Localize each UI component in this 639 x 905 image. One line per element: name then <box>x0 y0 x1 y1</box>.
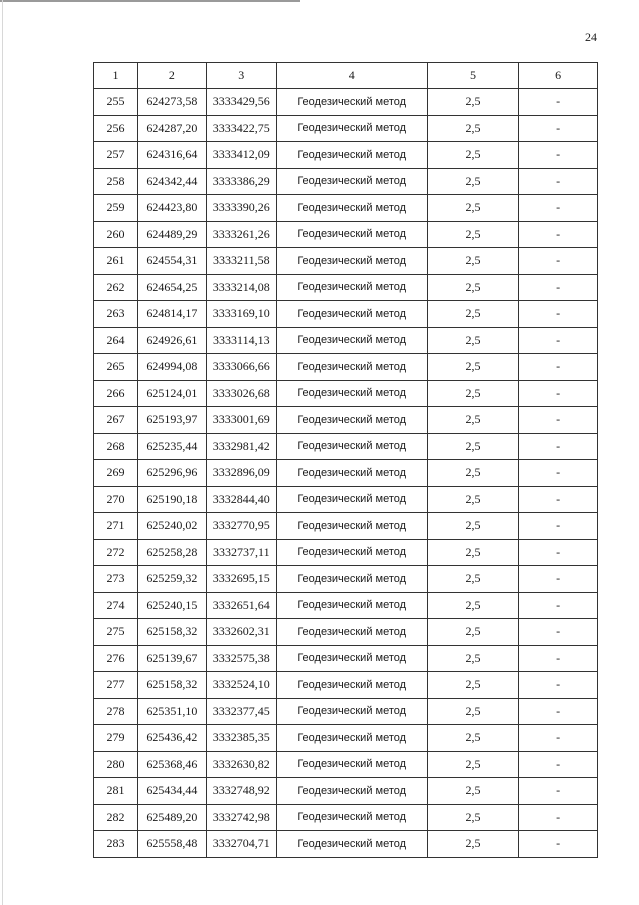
accuracy-cell: 2,5 <box>427 831 519 858</box>
y-coordinate-cell: 3333422,75 <box>206 115 276 142</box>
method-cell: Геодезический метод <box>276 274 427 301</box>
x-coordinate-cell: 624423,80 <box>137 195 206 222</box>
table-row <box>94 433 598 460</box>
method-cell: Геодезический метод <box>276 831 427 858</box>
table-row <box>94 115 598 142</box>
x-coordinate-cell: 624654,25 <box>137 274 206 301</box>
method-cell: Геодезический метод <box>276 89 427 116</box>
note-cell: - <box>519 460 598 487</box>
x-coordinate-cell: 625434,44 <box>137 778 206 805</box>
note-cell: - <box>519 115 598 142</box>
note-cell: - <box>519 698 598 725</box>
point-number-cell: 275 <box>94 619 138 646</box>
point-number-cell: 265 <box>94 354 138 381</box>
table-row <box>94 539 598 566</box>
header-cell: 6 <box>519 63 598 89</box>
accuracy-cell: 2,5 <box>427 672 519 699</box>
x-coordinate-cell: 624342,44 <box>137 168 206 195</box>
point-number-cell: 255 <box>94 89 138 116</box>
note-cell: - <box>519 195 598 222</box>
accuracy-cell: 2,5 <box>427 168 519 195</box>
x-coordinate-cell: 624994,08 <box>137 354 206 381</box>
x-coordinate-cell: 625240,15 <box>137 592 206 619</box>
y-coordinate-cell: 3333211,58 <box>206 248 276 275</box>
accuracy-cell: 2,5 <box>427 698 519 725</box>
note-cell: - <box>519 354 598 381</box>
y-coordinate-cell: 3332385,35 <box>206 725 276 752</box>
note-cell: - <box>519 725 598 752</box>
point-number-cell: 272 <box>94 539 138 566</box>
table-row <box>94 619 598 646</box>
page-number: 24 <box>585 30 597 44</box>
note-cell: - <box>519 778 598 805</box>
y-coordinate-cell: 3332524,10 <box>206 672 276 699</box>
y-coordinate-cell: 3332651,64 <box>206 592 276 619</box>
table-row <box>94 354 598 381</box>
method-cell: Геодезический метод <box>276 698 427 725</box>
header-cell: 4 <box>276 63 427 89</box>
accuracy-cell: 2,5 <box>427 460 519 487</box>
accuracy-cell: 2,5 <box>427 619 519 646</box>
method-cell: Геодезический метод <box>276 539 427 566</box>
x-coordinate-cell: 625193,97 <box>137 407 206 434</box>
point-number-cell: 274 <box>94 592 138 619</box>
y-coordinate-cell: 3332575,38 <box>206 645 276 672</box>
accuracy-cell: 2,5 <box>427 566 519 593</box>
table-row <box>94 168 598 195</box>
note-cell: - <box>519 89 598 116</box>
note-cell: - <box>519 407 598 434</box>
accuracy-cell: 2,5 <box>427 115 519 142</box>
table-row <box>94 248 598 275</box>
accuracy-cell: 2,5 <box>427 539 519 566</box>
table-row <box>94 513 598 540</box>
point-number-cell: 283 <box>94 831 138 858</box>
y-coordinate-cell: 3332742,98 <box>206 804 276 831</box>
note-cell: - <box>519 142 598 169</box>
y-coordinate-cell: 3333026,68 <box>206 380 276 407</box>
accuracy-cell: 2,5 <box>427 778 519 805</box>
table-row <box>94 672 598 699</box>
method-cell: Геодезический метод <box>276 195 427 222</box>
note-cell: - <box>519 672 598 699</box>
table-row <box>94 274 598 301</box>
accuracy-cell: 2,5 <box>427 407 519 434</box>
table-row <box>94 221 598 248</box>
point-number-cell: 264 <box>94 327 138 354</box>
method-cell: Геодезический метод <box>276 433 427 460</box>
point-number-cell: 260 <box>94 221 138 248</box>
header-cell: 2 <box>137 63 206 89</box>
x-coordinate-cell: 625158,32 <box>137 619 206 646</box>
accuracy-cell: 2,5 <box>427 592 519 619</box>
y-coordinate-cell: 3333169,10 <box>206 301 276 328</box>
table-header-row <box>94 63 598 89</box>
point-number-cell: 282 <box>94 804 138 831</box>
x-coordinate-cell: 625158,32 <box>137 672 206 699</box>
table-row <box>94 142 598 169</box>
x-coordinate-cell: 624926,61 <box>137 327 206 354</box>
table-row <box>94 566 598 593</box>
x-coordinate-cell: 625190,18 <box>137 486 206 513</box>
x-coordinate-cell: 625489,20 <box>137 804 206 831</box>
accuracy-cell: 2,5 <box>427 89 519 116</box>
table-row <box>94 195 598 222</box>
x-coordinate-cell: 624554,31 <box>137 248 206 275</box>
coordinates-table <box>93 62 598 858</box>
note-cell: - <box>519 274 598 301</box>
header-cell: 5 <box>427 63 519 89</box>
accuracy-cell: 2,5 <box>427 433 519 460</box>
table-row <box>94 698 598 725</box>
table-row <box>94 380 598 407</box>
note-cell: - <box>519 592 598 619</box>
point-number-cell: 280 <box>94 751 138 778</box>
y-coordinate-cell: 3332630,82 <box>206 751 276 778</box>
method-cell: Геодезический метод <box>276 513 427 540</box>
x-coordinate-cell: 625235,44 <box>137 433 206 460</box>
point-number-cell: 268 <box>94 433 138 460</box>
y-coordinate-cell: 3332981,42 <box>206 433 276 460</box>
y-coordinate-cell: 3332602,31 <box>206 619 276 646</box>
note-cell: - <box>519 619 598 646</box>
point-number-cell: 263 <box>94 301 138 328</box>
header-cell: 3 <box>206 63 276 89</box>
method-cell: Геодезический метод <box>276 115 427 142</box>
point-number-cell: 257 <box>94 142 138 169</box>
y-coordinate-cell: 3332704,71 <box>206 831 276 858</box>
y-coordinate-cell: 3332748,92 <box>206 778 276 805</box>
note-cell: - <box>519 221 598 248</box>
method-cell: Геодезический метод <box>276 380 427 407</box>
accuracy-cell: 2,5 <box>427 486 519 513</box>
method-cell: Геодезический метод <box>276 672 427 699</box>
accuracy-cell: 2,5 <box>427 380 519 407</box>
method-cell: Геодезический метод <box>276 645 427 672</box>
x-coordinate-cell: 625139,67 <box>137 645 206 672</box>
y-coordinate-cell: 3333066,66 <box>206 354 276 381</box>
accuracy-cell: 2,5 <box>427 301 519 328</box>
note-cell: - <box>519 751 598 778</box>
y-coordinate-cell: 3333001,69 <box>206 407 276 434</box>
x-coordinate-cell: 625351,10 <box>137 698 206 725</box>
y-coordinate-cell: 3332844,40 <box>206 486 276 513</box>
x-coordinate-cell: 624316,64 <box>137 142 206 169</box>
table-row <box>94 645 598 672</box>
method-cell: Геодезический метод <box>276 168 427 195</box>
method-cell: Геодезический метод <box>276 301 427 328</box>
header-cell: 1 <box>94 63 138 89</box>
note-cell: - <box>519 380 598 407</box>
note-cell: - <box>519 301 598 328</box>
y-coordinate-cell: 3332737,11 <box>206 539 276 566</box>
point-number-cell: 271 <box>94 513 138 540</box>
table-row <box>94 460 598 487</box>
note-cell: - <box>519 433 598 460</box>
x-coordinate-cell: 625240,02 <box>137 513 206 540</box>
note-cell: - <box>519 566 598 593</box>
y-coordinate-cell: 3333412,09 <box>206 142 276 169</box>
table-row <box>94 831 598 858</box>
method-cell: Геодезический метод <box>276 142 427 169</box>
point-number-cell: 270 <box>94 486 138 513</box>
accuracy-cell: 2,5 <box>427 221 519 248</box>
point-number-cell: 281 <box>94 778 138 805</box>
point-number-cell: 266 <box>94 380 138 407</box>
point-number-cell: 261 <box>94 248 138 275</box>
table-row <box>94 407 598 434</box>
accuracy-cell: 2,5 <box>427 513 519 540</box>
y-coordinate-cell: 3333214,08 <box>206 274 276 301</box>
accuracy-cell: 2,5 <box>427 195 519 222</box>
method-cell: Геодезический метод <box>276 407 427 434</box>
point-number-cell: 256 <box>94 115 138 142</box>
note-cell: - <box>519 248 598 275</box>
note-cell: - <box>519 513 598 540</box>
method-cell: Геодезический метод <box>276 327 427 354</box>
table-row <box>94 778 598 805</box>
x-coordinate-cell: 624273,58 <box>137 89 206 116</box>
note-cell: - <box>519 168 598 195</box>
y-coordinate-cell: 3333390,26 <box>206 195 276 222</box>
method-cell: Геодезический метод <box>276 751 427 778</box>
y-coordinate-cell: 3333114,13 <box>206 327 276 354</box>
note-cell: - <box>519 327 598 354</box>
method-cell: Геодезический метод <box>276 778 427 805</box>
accuracy-cell: 2,5 <box>427 327 519 354</box>
x-coordinate-cell: 625436,42 <box>137 725 206 752</box>
method-cell: Геодезический метод <box>276 486 427 513</box>
table-row <box>94 486 598 513</box>
method-cell: Геодезический метод <box>276 592 427 619</box>
accuracy-cell: 2,5 <box>427 804 519 831</box>
point-number-cell: 278 <box>94 698 138 725</box>
x-coordinate-cell: 625124,01 <box>137 380 206 407</box>
y-coordinate-cell: 3332695,15 <box>206 566 276 593</box>
method-cell: Геодезический метод <box>276 725 427 752</box>
x-coordinate-cell: 624489,29 <box>137 221 206 248</box>
table-row <box>94 592 598 619</box>
y-coordinate-cell: 3333386,29 <box>206 168 276 195</box>
method-cell: Геодезический метод <box>276 248 427 275</box>
note-cell: - <box>519 539 598 566</box>
table-row <box>94 327 598 354</box>
x-coordinate-cell: 624287,20 <box>137 115 206 142</box>
x-coordinate-cell: 625296,96 <box>137 460 206 487</box>
accuracy-cell: 2,5 <box>427 142 519 169</box>
table-body <box>94 89 598 858</box>
y-coordinate-cell: 3332377,45 <box>206 698 276 725</box>
table-row <box>94 804 598 831</box>
method-cell: Геодезический метод <box>276 460 427 487</box>
y-coordinate-cell: 3333429,56 <box>206 89 276 116</box>
accuracy-cell: 2,5 <box>427 751 519 778</box>
accuracy-cell: 2,5 <box>427 645 519 672</box>
point-number-cell: 262 <box>94 274 138 301</box>
accuracy-cell: 2,5 <box>427 248 519 275</box>
note-cell: - <box>519 831 598 858</box>
table-row <box>94 751 598 778</box>
accuracy-cell: 2,5 <box>427 354 519 381</box>
scan-left-edge <box>2 0 3 905</box>
method-cell: Геодезический метод <box>276 619 427 646</box>
scan-top-rule <box>0 0 300 2</box>
accuracy-cell: 2,5 <box>427 725 519 752</box>
point-number-cell: 258 <box>94 168 138 195</box>
point-number-cell: 267 <box>94 407 138 434</box>
x-coordinate-cell: 625259,32 <box>137 566 206 593</box>
y-coordinate-cell: 3332770,95 <box>206 513 276 540</box>
point-number-cell: 273 <box>94 566 138 593</box>
point-number-cell: 269 <box>94 460 138 487</box>
method-cell: Геодезический метод <box>276 566 427 593</box>
note-cell: - <box>519 804 598 831</box>
method-cell: Геодезический метод <box>276 221 427 248</box>
accuracy-cell: 2,5 <box>427 274 519 301</box>
x-coordinate-cell: 625368,46 <box>137 751 206 778</box>
y-coordinate-cell: 3332896,09 <box>206 460 276 487</box>
point-number-cell: 259 <box>94 195 138 222</box>
note-cell: - <box>519 486 598 513</box>
x-coordinate-cell: 625558,48 <box>137 831 206 858</box>
table-row <box>94 301 598 328</box>
x-coordinate-cell: 625258,28 <box>137 539 206 566</box>
method-cell: Геодезический метод <box>276 354 427 381</box>
x-coordinate-cell: 624814,17 <box>137 301 206 328</box>
note-cell: - <box>519 645 598 672</box>
point-number-cell: 277 <box>94 672 138 699</box>
table-row <box>94 725 598 752</box>
table-row <box>94 89 598 116</box>
y-coordinate-cell: 3333261,26 <box>206 221 276 248</box>
point-number-cell: 279 <box>94 725 138 752</box>
method-cell: Геодезический метод <box>276 804 427 831</box>
point-number-cell: 276 <box>94 645 138 672</box>
